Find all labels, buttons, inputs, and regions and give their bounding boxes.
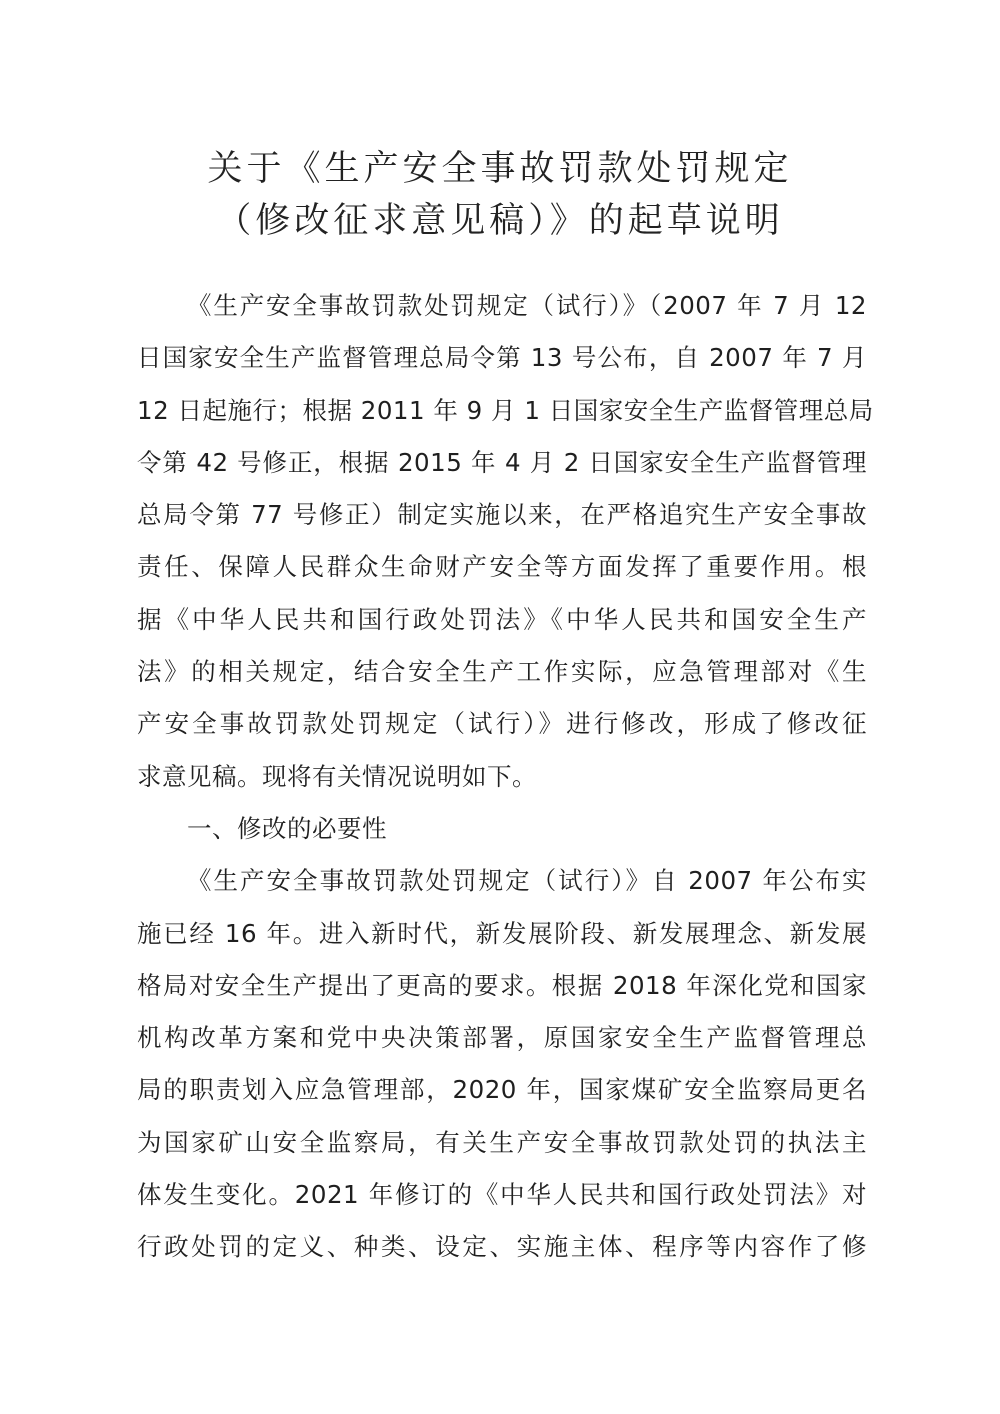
document-title-line-1: 关于《生产安全事故罚款处罚规定 <box>207 149 793 189</box>
text-line: 《生产安全事故罚款处罚规定（试行）》自 2007 年公布实 <box>187 866 867 896</box>
text-line: 总局令第 77 号修正）制定实施以来，在严格追究生产安全事故 <box>137 500 867 530</box>
text-line: 求意见稿。现将有关情况说明如下。 <box>137 761 537 791</box>
text-line: 据《中华人民共和国行政处罚法》《中华人民共和国安全生产 <box>137 604 867 634</box>
text-line: 机构改革方案和党中央决策部署，原国家安全生产监督管理总 <box>137 1023 867 1053</box>
document-title-line-2: （修改征求意见稿）》的起草说明 <box>216 201 784 241</box>
text-line: 为国家矿山安全监察局，有关生产安全事故罚款处罚的执法主 <box>137 1127 867 1157</box>
document-body <box>137 280 874 1274</box>
text-line: 《生产安全事故罚款处罚规定（试行）》（2007 年 7 月 12 <box>187 291 867 320</box>
paragraph-necessity <box>137 855 867 1273</box>
text-line: 产安全事故罚款处罚规定（试行）》进行修改，形成了修改征 <box>137 709 867 739</box>
text-line: 法》的相关规定，结合安全生产工作实际，应急管理部对《生 <box>137 657 867 687</box>
text-line: 12 日起施行；根据 2011 年 9 月 1 日国家安全生产监督管理总局 <box>137 395 874 425</box>
paragraph-intro <box>137 280 874 803</box>
text-line: 施已经 16 年。进入新时代，新发展阶段、新发展理念、新发展 <box>137 918 867 948</box>
text-line: 局的职责划入应急管理部，2020 年，国家煤矿安全监察局更名 <box>137 1075 867 1105</box>
text-line: 日国家安全生产监督管理总局令第 13 号公布，自 2007 年 7 月 <box>137 343 867 373</box>
text-line: 体发生变化。2021 年修订的《中华人民共和国行政处罚法》对 <box>137 1180 867 1210</box>
section-heading-necessity: 一、修改的必要性 <box>187 813 387 843</box>
text-line: 行政处罚的定义、种类、设定、实施主体、程序等内容作了修 <box>137 1232 867 1262</box>
text-line: 格局对安全生产提出了更高的要求。根据 2018 年深化党和国家 <box>137 970 867 1000</box>
text-line: 责任、保障人民群众生命财产安全等方面发挥了重要作用。根 <box>137 552 867 582</box>
text-line: 令第 42 号修正，根据 2015 年 4 月 2 日国家安全生产监督管理 <box>137 447 867 477</box>
